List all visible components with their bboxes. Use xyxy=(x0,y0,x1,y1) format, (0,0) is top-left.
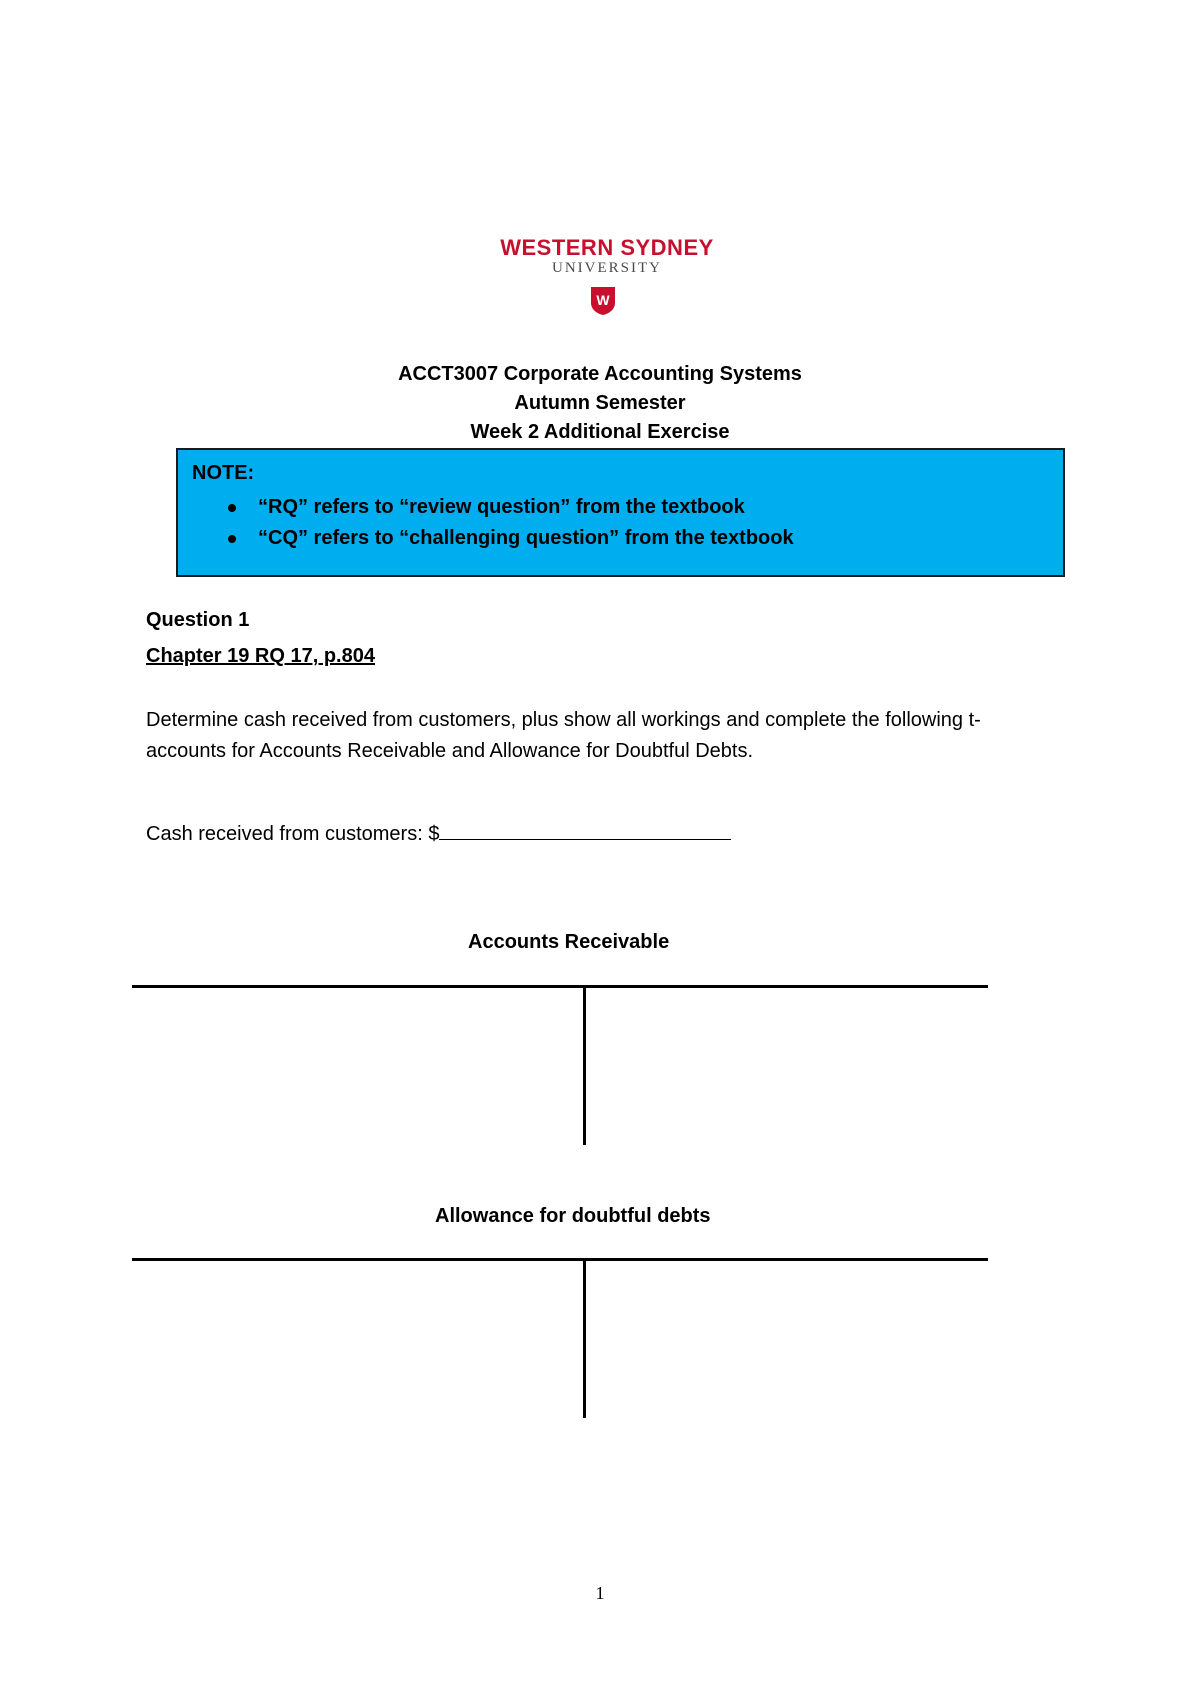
shield-icon xyxy=(590,286,616,316)
semester-title: Autumn Semester xyxy=(514,392,686,414)
note-box xyxy=(176,448,1065,577)
document-title xyxy=(0,360,1200,447)
exercise-title: Week 2 Additional Exercise xyxy=(470,421,730,443)
question-reference: Chapter 19 RQ 17, p.804 xyxy=(146,645,375,667)
answer-blank xyxy=(439,819,731,840)
note-list xyxy=(228,492,794,554)
t-account-title-receivable: Accounts Receivable xyxy=(468,931,670,953)
question-title: Question 1 xyxy=(146,609,250,631)
page-number: 1 xyxy=(595,1583,605,1603)
t-account-allowance-vertical xyxy=(583,1258,586,1418)
note-item: “CQ” refers to “challenging question” from the textbook xyxy=(228,523,794,554)
cash-received-label: Cash received from customers: $ xyxy=(146,823,440,845)
shield-letter: W xyxy=(596,292,610,308)
question-body: Determine cash received from customers, plus show all workings and complete the following t-accounts for Accounts Receivable and Allowance for Doubtful Debts. xyxy=(146,709,981,762)
logo-subtitle: UNIVERSITY xyxy=(552,260,662,276)
bullet-icon xyxy=(228,535,236,543)
course-title: ACCT3007 Corporate Accounting Systems xyxy=(398,363,802,385)
logo-wordmark: WESTERN SYDNEY xyxy=(500,235,714,260)
note-item: “RQ” refers to “review question” from the textbook xyxy=(228,492,794,523)
bullet-icon xyxy=(228,504,236,512)
t-account-title-allowance: Allowance for doubtful debts xyxy=(435,1205,711,1227)
t-account-receivable-horizontal xyxy=(132,985,988,988)
note-label: NOTE: xyxy=(192,462,255,484)
t-account-receivable-vertical xyxy=(583,985,586,1145)
cash-received-line xyxy=(146,819,731,846)
university-logo xyxy=(499,235,715,308)
t-account-allowance-horizontal xyxy=(132,1258,988,1261)
